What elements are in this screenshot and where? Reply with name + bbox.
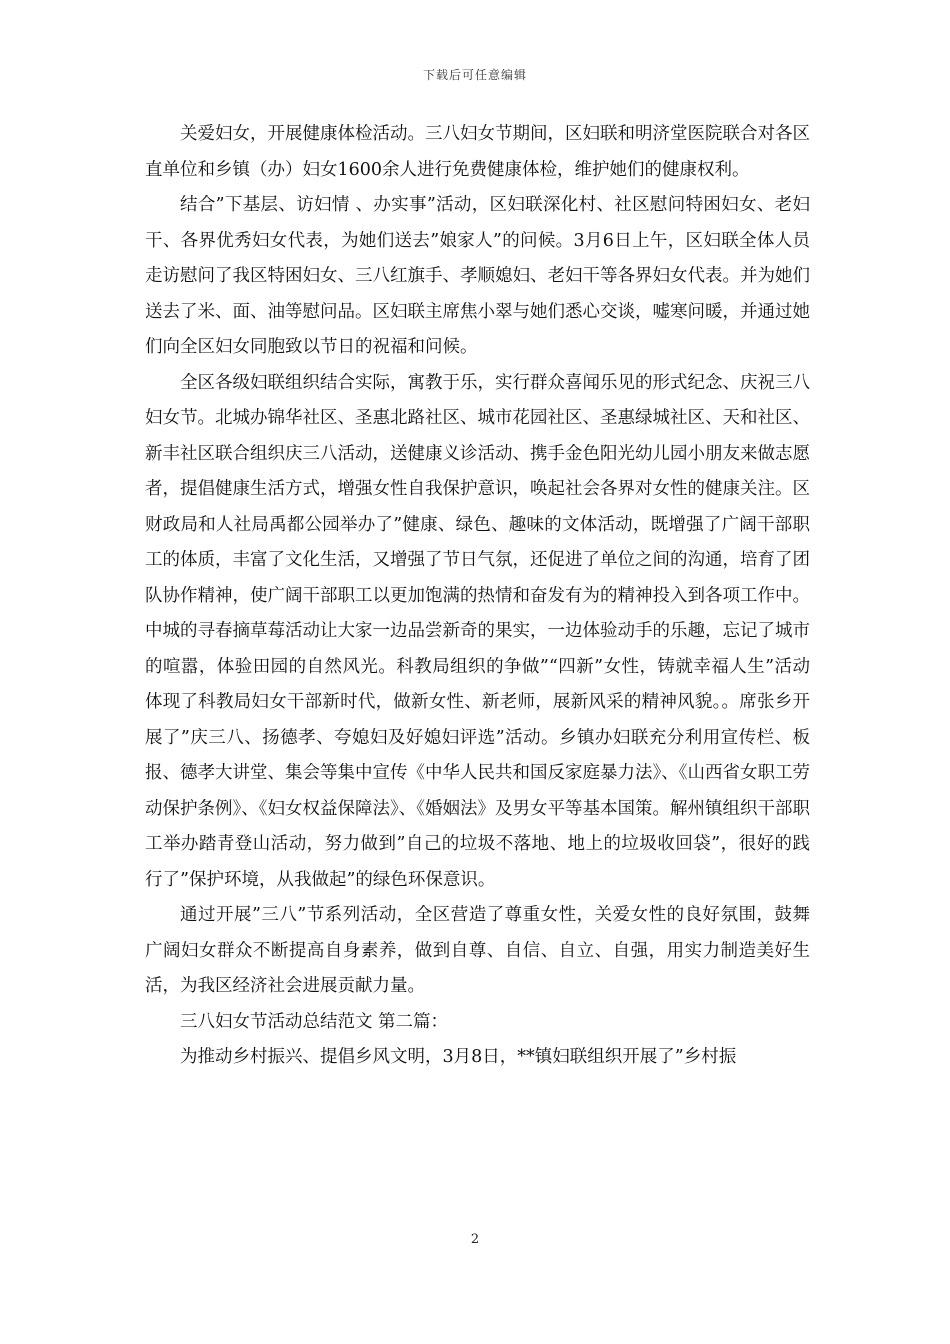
page-header: 下载后可任意编辑 xyxy=(422,68,527,82)
paragraph-activities: 全区各级妇联组织结合实际，寓教于乐，实行群众喜闻乐见的形式纪念、庆祝三八妇女节。北城办锦华社区、圣惠北路社区、城市花园社区、圣惠绿城社区、天和社区、新丰社区联合组织庆三八活动，送健康义诊活动、携手金色阳光幼儿园小朋友来做志愿者，提倡健康生活方式，增强女性自我保护意识，唤起社会各界对女性的健康关注。区财政局和人社局禹都公园举办了”健康、绿色、趣味的文体活动，既增强了广阔干部职工的体质，丰富了文化生活，又增强了节日气氛，还促进了单位之间的沟通，培育了团队协作精神，使广阔干部职工以更加饱满的热情和奋发有为的精神投入到各项工作中。中城的寻春摘草莓活动让大家一边品尝新奇的果实，一边体验动手的乐趣，忘记了城市的喧嚣，体验田园的自然风光。科教局组织的争做”“四新”女性，铸就幸福人生”活动体现了科教局妇女干部新时代，做新女性、新老师，展新风采的精神风貌。。席张乡开展了”庆三八、扬德孝、夸媳妇及好媳妇评选”活动。乡镇办妇联充分利用宣传栏、板报、德孝大讲堂、集会等集中宣传《中华人民共和国反家庭暴力法》、《山西省女职工劳动保护条例》、《妇女权益保障法》、《婚姻法》及男女平等基本国策。解州镇组织干部职工举办踏青登山活动，努力做到”自己的垃圾不落地、地上的垃圾收回袋”，很好的践行了”保护环境，从我做起”的绿色环保意识。 xyxy=(145,372,810,890)
paragraph-summary: 通过开展”三八”节系列活动，全区营造了尊重女性，关爱女性的良好氛围，鼓舞广阔妇女群众不断提高自身素养，做到自尊、自信、自立、自强，用实力制造美好生活，为我区经济社会进展贡献力量。 xyxy=(145,905,810,996)
paragraph-visits: 结合”下基层、访妇情 、办实事”活动，区妇联深化村、社区慰问特困妇女、老妇干、各界优秀妇女代表，为她们送去”娘家人”的问候。3月6日上午，区妇联全体人员走访慰问了我区特困妇女、三八红旗手、孝顺媳妇、老妇干等各界妇女代表。并为她们送去了米、面、油等慰问品。区妇联主席焦小翠与她们悉心交谈，嘘寒问暖，并通过她们向全区妇女同胞致以节日的祝福和问候。 xyxy=(145,195,810,357)
document-body xyxy=(145,117,810,1076)
section-heading: 三八妇女节活动总结范文 第二篇： xyxy=(180,1011,449,1032)
page-number: 2 xyxy=(470,1232,480,1247)
paragraph-health-checkup: 关爱妇女，开展健康体检活动。三八妇女节期间，区妇联和明济堂医院联合对各区直单位和乡镇（办）妇女1600余人进行免费健康体检，维护她们的健康权利。 xyxy=(145,124,810,180)
paragraph-second-article: 为推动乡村振兴、提倡乡风文明，3月8日，**镇妇联组织开展了”乡村振 xyxy=(180,1047,737,1067)
